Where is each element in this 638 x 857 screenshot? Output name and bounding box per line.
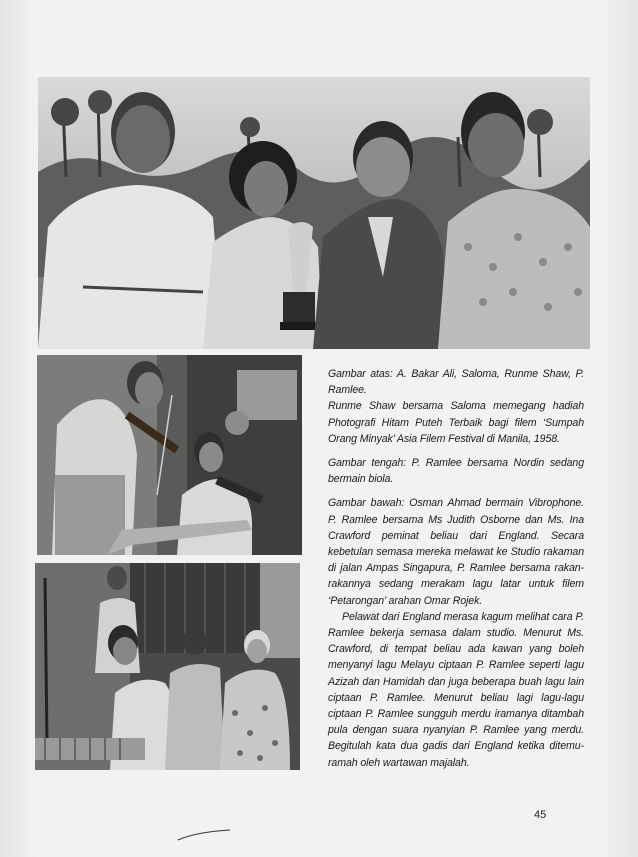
caption-top-photo: Gambar atas: A. Bakar Ali, Saloma, Runme Shaw, P. Ramlee. bbox=[328, 368, 584, 397]
caption-middle-photo: Gambar tengah: P. Ramlee bersama Nordin sedang bermain biola. bbox=[328, 457, 584, 486]
caption-award-description: Runme Shaw bersama Saloma memegang hadiah Photografi Hitam Puteh Terbaik bagi filem ‘Sumpah Orang Minyak’ Asia Filem Festival di Manila, 1958. bbox=[328, 400, 584, 445]
caption-visitors-paragraph: Pelawat dari England merasa kagum melihat cara P. Ramlee bekerja semasa dalam studio. Menurut Ms. Crawford, di tempat beliau ada kawan yang boleh menyanyi lagu Melayu ciptaan P. Ramlee seperti lagu Azizah dan Hamidah dan juga beberapa buah lagu lain ciptaan P. Ramlee. Menurut beliau lagi lagu-lagu ciptaan P. Ramlee sungguh merdu iramanya ditambah pula dengan suara nyanyian P. Ramlee yang merdu. Begitulah kata dua gadis dari England ketika ditemu-ramah oleh wartawan majalah. bbox=[328, 610, 584, 769]
caption-bottom-photo: Gambar bawah: Osman Ahmad bermain Vibrophone. P. Ramlee bersama Ms Judith Osborne dan Ms. Ina Crawford peminat beliau dari England. Secara kebetulan semasa mereka melawat ke Studio rakaman di jalan Ampas Singapura, P. Ramlee bersama rakan-rakannya sedang merakam lagu latar untuk filem ‘Petarongan’ arahan Omar Rojek. bbox=[328, 497, 584, 607]
photo-violin-players bbox=[37, 355, 302, 555]
pen-stroke-mark bbox=[176, 824, 232, 844]
photo-award-presentation bbox=[38, 77, 590, 349]
caption-text-block bbox=[328, 366, 584, 771]
photo-award-presentation-image bbox=[38, 77, 590, 349]
photo-recording-studio bbox=[35, 563, 300, 770]
photo-violin-players-image bbox=[37, 355, 302, 555]
page-number: 45 bbox=[534, 809, 547, 821]
photo-recording-studio-image bbox=[35, 563, 300, 770]
